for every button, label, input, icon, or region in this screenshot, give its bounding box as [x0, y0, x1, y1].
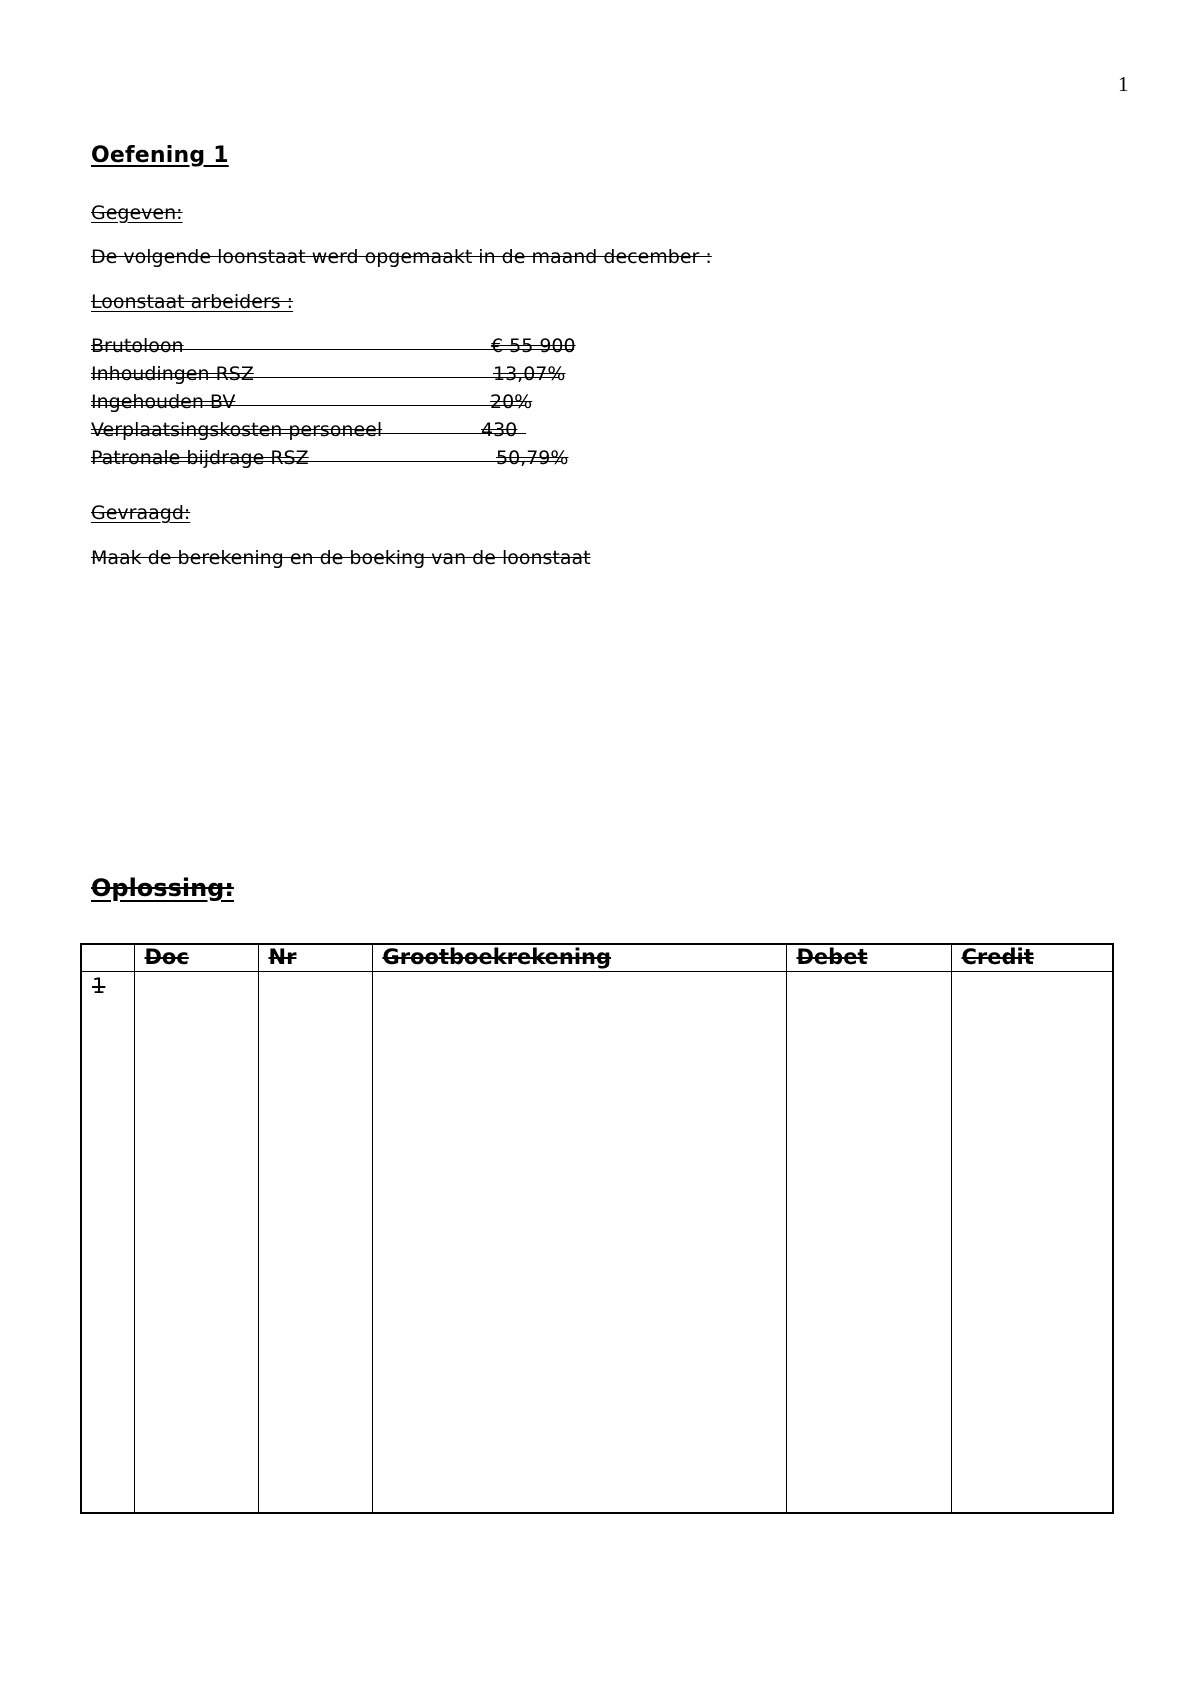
- wage-item-label: Brutoloon: [91, 335, 184, 357]
- ledger-table: [80, 943, 1114, 1514]
- wage-item-value: 50,79%: [496, 447, 569, 469]
- ledger-row: [81, 972, 1113, 1514]
- wage-item-label: Verplaatsingskosten personeel: [91, 419, 383, 441]
- ledger-header-account: Grootboekrekening: [372, 944, 786, 972]
- solution-heading: Oplossing:: [91, 874, 234, 902]
- intro-text: De volgende loonstaat werd opgemaakt in de maand december :: [91, 246, 712, 268]
- asked-label: Gevraagd:: [91, 502, 191, 524]
- ledger-cell-account: [372, 972, 786, 1514]
- wage-item-value: 13,07%: [493, 363, 566, 385]
- wage-item-label: Ingehouden BV: [91, 391, 236, 413]
- given-label: Gegeven:: [91, 202, 183, 224]
- wage-item-label: Inhoudingen RSZ: [91, 363, 254, 385]
- ledger-header-index: [81, 944, 134, 972]
- wage-item-value: 20%: [490, 391, 533, 413]
- ledger-header-nr: Nr: [258, 944, 372, 972]
- ledger-cell-doc: [134, 972, 258, 1514]
- ledger-cell-credit: [951, 972, 1113, 1514]
- task-text: Maak de berekening en de boeking van de loonstaat: [91, 547, 591, 569]
- page-number: 1: [1118, 72, 1129, 96]
- ledger-cell-debit: [786, 972, 951, 1514]
- ledger-header-row: [81, 944, 1113, 972]
- exercise-title: Oefening 1: [91, 143, 229, 168]
- ledger-header-credit: Credit: [951, 944, 1113, 972]
- ledger-cell-nr: [258, 972, 372, 1514]
- wage-item-label: Patronale bijdrage RSZ: [91, 447, 309, 469]
- payroll-label: Loonstaat arbeiders :: [91, 291, 294, 313]
- ledger-cell-index: 1: [81, 972, 134, 1514]
- wage-item-value: 430: [481, 419, 518, 441]
- ledger-header-doc: Doc: [134, 944, 258, 972]
- wage-item-value: € 55 900: [491, 335, 576, 357]
- ledger-header-debit: Debet: [786, 944, 951, 972]
